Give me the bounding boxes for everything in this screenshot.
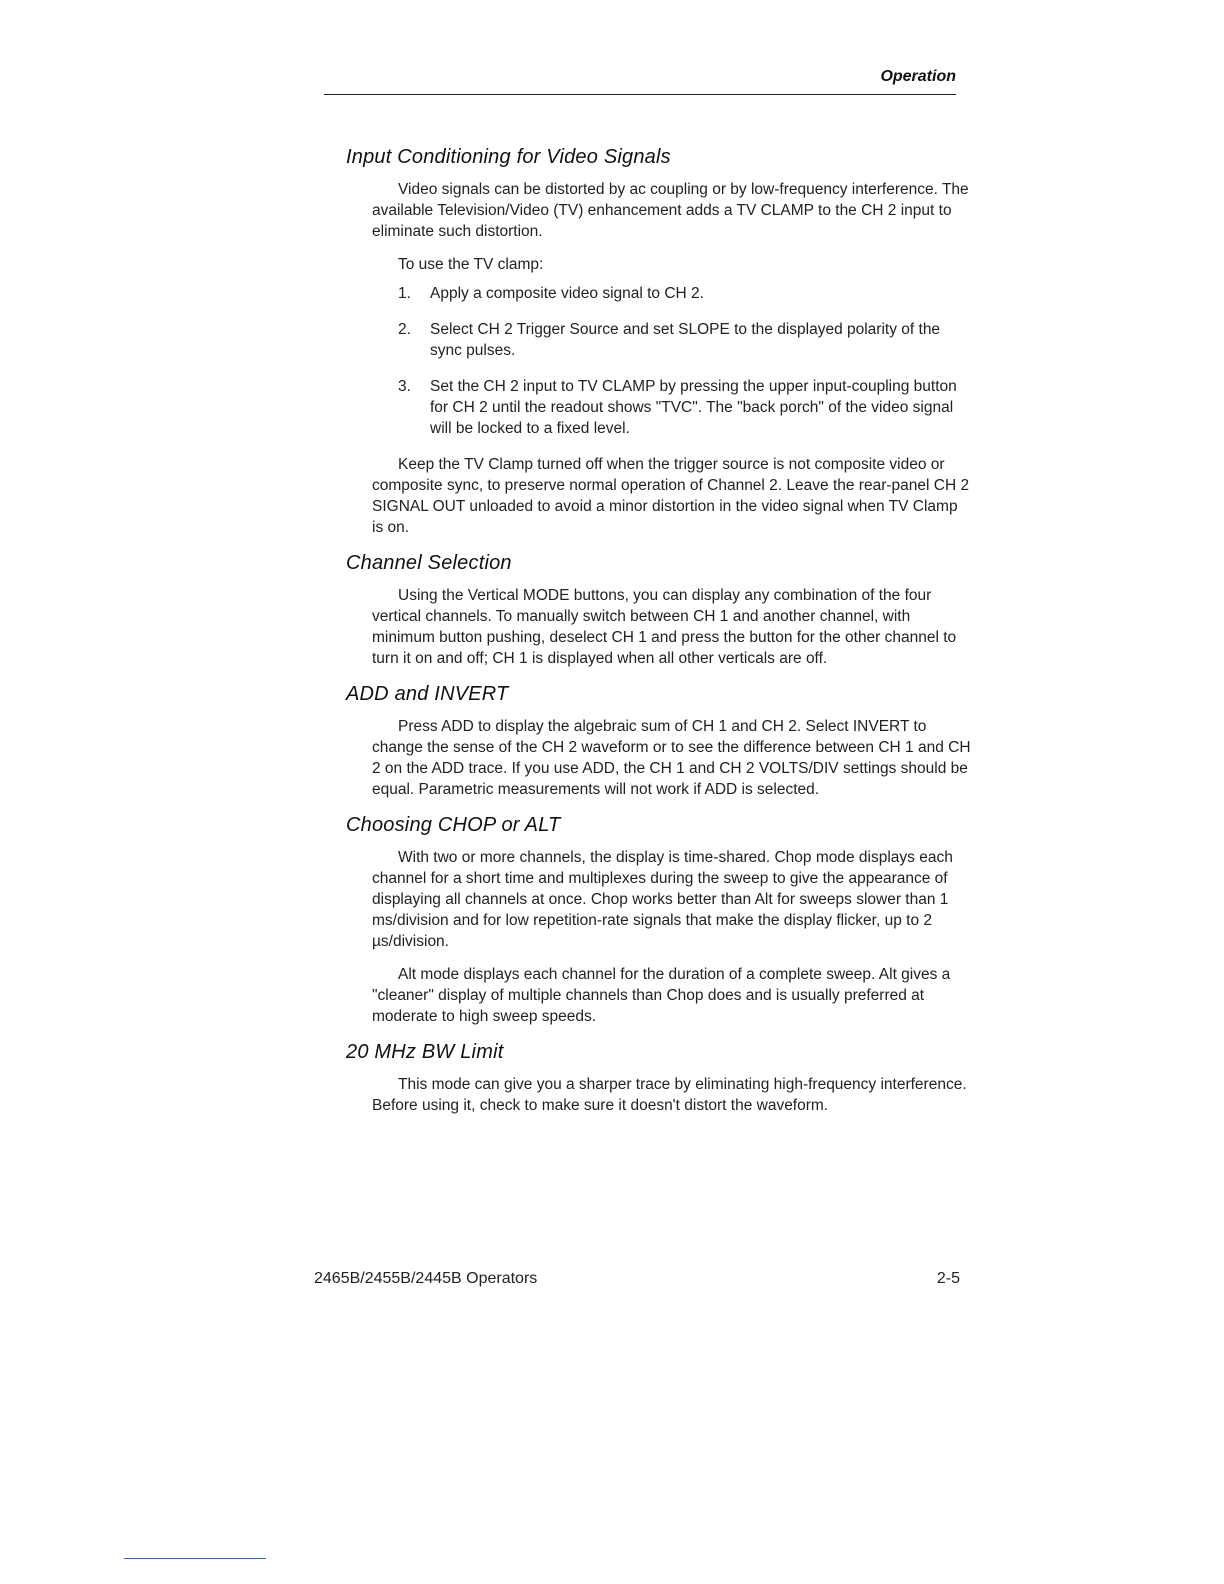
running-head: Operation <box>880 68 956 85</box>
step-text: Apply a composite video signal to CH 2. <box>430 285 704 302</box>
section-add-invert <box>344 683 972 800</box>
step-number: 3. <box>398 378 411 395</box>
step-text: Set the CH 2 input to TV CLAMP by pressing the upper input-coupling button for CH 2 until the readout shows "TVC". The "back porch" of the video signal will be locked to a fixed level. <box>430 378 957 437</box>
paragraph: Keep the TV Clamp turned off when the trigger source is not composite video or composite sync, to preserve normal operation of Channel 2. Leave the rear-panel CH 2 SIGNAL OUT unloaded to avoid a minor distortion in the video signal when TV Clamp is on. <box>372 456 970 536</box>
section-channel-selection <box>344 552 972 669</box>
step-text: Select CH 2 Trigger Source and set SLOPE to the displayed polarity of the sync pulses. <box>430 321 941 359</box>
scan-artifact-line <box>124 1558 266 1559</box>
paragraph: To use the TV clamp: <box>398 256 544 273</box>
paragraph: With two or more channels, the display is time-shared. Chop mode displays each channel for a short time and multiplexes during the sweep to give the appearance of displaying all channels at once. Chop works better than Alt for sweeps slower than 1 ms/division and for low repetition-rate signals that make the display flicker, up to 2 µs/division. <box>372 849 953 950</box>
paragraph: Video signals can be distorted by ac coupling or by low-frequency interference. The available Television/Video (TV) enhancement adds a TV CLAMP to the CH 2 input to eliminate such distortion. <box>372 181 969 240</box>
list-item <box>398 376 972 439</box>
header-rule <box>324 94 956 95</box>
section-title: 20 MHz BW Limit <box>346 1041 504 1063</box>
section-input-conditioning <box>344 146 972 538</box>
section-title: Channel Selection <box>346 552 512 574</box>
list-item <box>398 283 972 304</box>
section-bw-limit <box>344 1041 972 1116</box>
step-number: 2. <box>398 321 411 338</box>
section-title: Input Conditioning for Video Signals <box>346 146 671 168</box>
footer-manual-title: 2465B/2455B/2445B Operators <box>314 1270 538 1287</box>
paragraph: Press ADD to display the algebraic sum of CH 1 and CH 2. Select INVERT to change the sense of the CH 2 waveform or to see the difference between CH 1 and CH 2 on the ADD trace. If you use ADD, the CH 1 and CH 2 VOLTS/DIV settings should be equal. Parametric measurements will not work if ADD is selected. <box>372 718 971 798</box>
list-item <box>398 319 972 361</box>
paragraph: Alt mode displays each channel for the duration of a complete sweep. Alt gives a "cleaner" display of multiple channels than Chop does and is usually preferred at moderate to high sweep speeds. <box>372 966 951 1025</box>
paragraph: Using the Vertical MODE buttons, you can display any combination of the four vertical channels. To manually switch between CH 1 and another channel, with minimum button pushing, deselect CH 1 and press the button for the other channel to turn it on and off; CH 1 is displayed when all other verticals are off. <box>372 587 957 667</box>
section-title: Choosing CHOP or ALT <box>346 814 561 836</box>
section-title: ADD and INVERT <box>346 683 509 705</box>
step-list <box>398 283 972 439</box>
footer-page-number: 2-5 <box>936 1270 960 1287</box>
step-number: 1. <box>398 285 411 302</box>
page-content <box>344 146 972 1130</box>
paragraph: This mode can give you a sharper trace by eliminating high-frequency interference. Before using it, check to make sure it doesn't distort the waveform. <box>372 1076 967 1114</box>
section-chop-alt <box>344 814 972 1027</box>
